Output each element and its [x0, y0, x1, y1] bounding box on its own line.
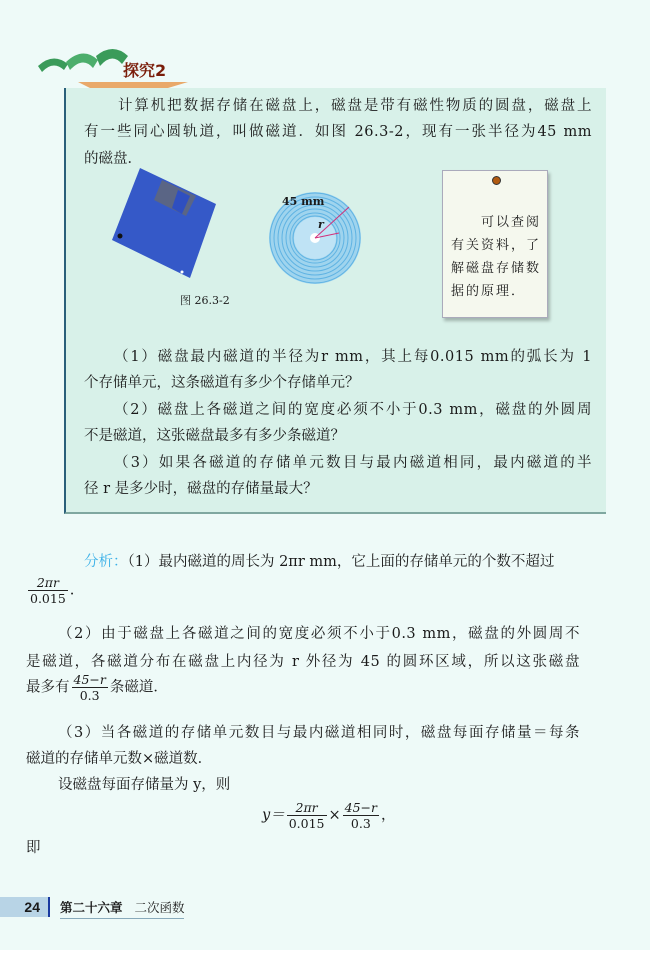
page-number: 24: [0, 897, 50, 917]
fraction: [343, 800, 379, 831]
intro-line: 计算机把数据存储在磁盘上，磁盘是带有磁性物质的圆盘，磁盘上: [118, 98, 592, 114]
question-2: （2）磁盘上各磁道之间的宽度必须不小于0.3 mm，磁盘的外圆周: [114, 402, 592, 418]
punct: .: [69, 582, 75, 599]
pin-icon: [492, 176, 501, 185]
question-3: 径 r 是多少时，磁盘的存储量最大？: [84, 481, 318, 497]
analysis-2-tail: [26, 672, 168, 703]
numerator: 45−r: [344, 800, 378, 815]
analysis-5: 即: [26, 840, 41, 856]
punct: ，: [381, 807, 396, 824]
question-2: 不是磁道，这张磁盘最多有多少条磁道？: [84, 428, 345, 444]
radius-45mm-label: 45 mm: [282, 195, 325, 208]
denominator: 0.015: [288, 816, 325, 831]
badge-text: 探究2: [123, 61, 167, 80]
fraction: [72, 672, 108, 703]
denominator: 0.015: [30, 591, 66, 606]
analysis-2: 是磁道，各磁道分布在磁盘上内径为 r 外径为 45 的圆环区域，所以这张磁盘: [26, 654, 580, 670]
question-1: （1）磁盘最内磁道的半径为r mm，其上每0.015 mm的弧长为 1: [114, 349, 592, 365]
chapter-footer: [60, 898, 184, 919]
analysis-3: 磁道的存储单元数×磁道数．: [26, 751, 213, 767]
fraction-line: [26, 575, 74, 606]
analysis-line: [84, 550, 554, 571]
sticky-note: [442, 170, 548, 318]
note-line: 可以查阅: [481, 215, 542, 230]
analysis-label: 分析：: [84, 554, 128, 570]
floppy-disk-image: [112, 168, 222, 280]
question-1: 个存储单元，这条磁道有多少个存储单元？: [84, 375, 360, 391]
numerator: 2πr: [287, 800, 327, 816]
lhs: y＝: [262, 807, 285, 824]
denominator: 0.3: [79, 688, 100, 703]
analysis-4: 设磁盘每面存储量为 y，则: [58, 777, 231, 793]
numerator: 45−r: [73, 672, 106, 687]
figure-caption: 图 26.3-2: [180, 294, 230, 307]
question-3: （3）如果各磁道的存储单元数目与最内磁道相同，最内磁道的半: [114, 455, 592, 471]
note-line: 有关资料，了: [451, 238, 542, 253]
analysis-3: （3）当各磁道的存储单元数目与最内磁道相同时，磁盘每面存储量＝每条: [58, 725, 580, 741]
intro-line: 有一些同心圆轨道，叫做磁道．如图 26.3-2，现有一张半径为45 mm: [84, 124, 592, 140]
fraction: [287, 800, 327, 831]
analysis-text: （1）最内磁道的周长为 2πr mm，它上面的存储单元的个数不超过: [127, 554, 555, 570]
intro-line: 的磁盘．: [84, 151, 142, 167]
chapter-title: 二次函数: [134, 900, 185, 915]
fraction: [28, 575, 68, 606]
text: 最多有: [26, 679, 70, 696]
radius-r-label: r: [318, 218, 324, 231]
storage-formula: [262, 800, 396, 831]
analysis-2: （2）由于磁盘上各磁道之间的宽度必须不小于0.3 mm，磁盘的外圆周不: [58, 626, 580, 642]
text: 条磁道．: [109, 679, 168, 696]
numerator: 2πr: [28, 575, 68, 591]
denominator: 0.3: [350, 816, 371, 831]
explore-badge: [38, 44, 188, 94]
note-line: 解磁盘存储数: [451, 261, 542, 276]
note-line: 据的原理．: [451, 284, 527, 299]
times: ×: [328, 807, 341, 824]
chapter-label: 第二十六章: [60, 900, 123, 915]
